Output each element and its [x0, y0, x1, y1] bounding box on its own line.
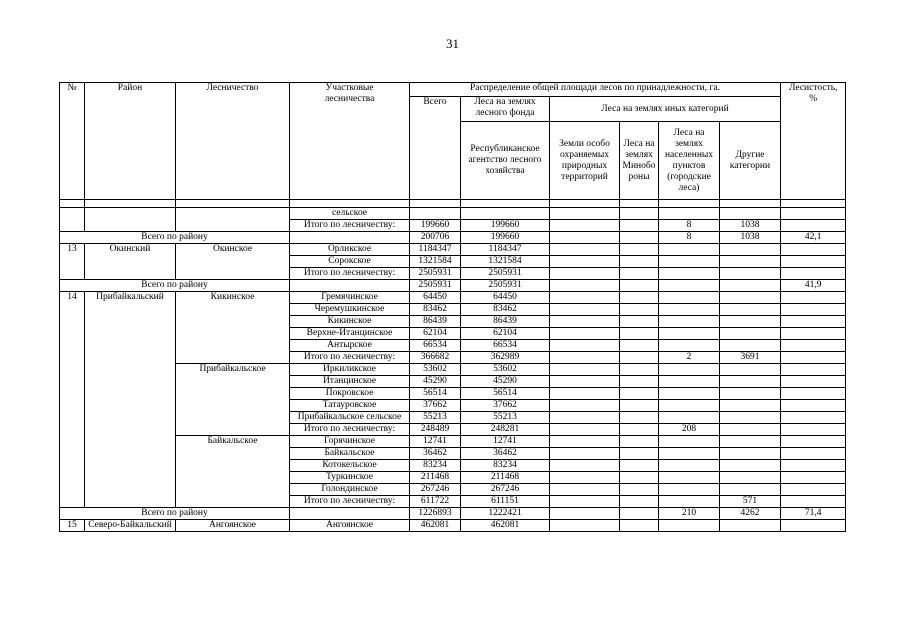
section-cell: сельское [290, 208, 410, 220]
forest-fund-cell: 362989 [461, 352, 550, 364]
section-cell: Прибайкальское сельское [290, 412, 410, 424]
section-cell: Покровское [290, 388, 410, 400]
row-number [60, 208, 85, 232]
protected-cell [550, 448, 620, 460]
protected-cell [550, 412, 620, 424]
total-cell: 199660 [410, 220, 461, 232]
forest-fund-cell: 1222421 [461, 508, 550, 520]
other-cell [720, 448, 781, 460]
protected-cell [550, 352, 620, 364]
total-cell: 83234 [410, 460, 461, 472]
forest-fund-cell: 199660 [461, 232, 550, 244]
protected-cell [550, 244, 620, 256]
settlements-cell [659, 496, 720, 508]
protected-cell [550, 208, 620, 220]
settlements-cell [659, 340, 720, 352]
defense-cell [620, 424, 659, 436]
district-total-label: Всего по району [60, 508, 290, 520]
forest-cover-cell [781, 520, 846, 532]
total-cell: 2505931 [410, 280, 461, 292]
total-cell: 45290 [410, 376, 461, 388]
section-cell: Кикинское [290, 316, 410, 328]
forest-fund-cell: 56514 [461, 388, 550, 400]
district-cell: Прибайкальский [85, 292, 176, 508]
other-cell: 1038 [720, 220, 781, 232]
col-district: Район [85, 83, 176, 200]
other-cell [720, 424, 781, 436]
table-row [60, 208, 846, 220]
other-cell [720, 484, 781, 496]
forest-distribution-table [59, 82, 846, 532]
col-forest-fund: Леса на землях лесного фонда [461, 97, 550, 122]
section-cell: Туркинское [290, 472, 410, 484]
defense-cell [620, 304, 659, 316]
table-row [60, 508, 846, 520]
settlements-cell [659, 256, 720, 268]
section-cell: Байкальское [290, 448, 410, 460]
district-cell [85, 208, 176, 232]
other-cell [720, 316, 781, 328]
section-cell: Голондинское [290, 484, 410, 496]
defense-cell [620, 376, 659, 388]
settlements-cell [659, 364, 720, 376]
defense-cell [620, 352, 659, 364]
forest-cover-cell [781, 376, 846, 388]
forest-cover-cell [781, 364, 846, 376]
forest-fund-cell: 2505931 [461, 268, 550, 280]
total-cell: 56514 [410, 388, 461, 400]
forest-fund-cell [461, 208, 550, 220]
other-cell: 571 [720, 496, 781, 508]
forest-cover-cell [781, 400, 846, 412]
forest-cover-cell [781, 208, 846, 220]
forest-cover-cell [781, 436, 846, 448]
defense-cell [620, 220, 659, 232]
section-cell [290, 508, 410, 520]
total-cell: 64450 [410, 292, 461, 304]
forest-fund-cell: 199660 [461, 220, 550, 232]
forest-cover-cell [781, 424, 846, 436]
section-cell: Верхне-Итанцинское [290, 328, 410, 340]
other-cell [720, 304, 781, 316]
defense-cell [620, 412, 659, 424]
forest-cover-cell [781, 292, 846, 304]
settlements-cell [659, 328, 720, 340]
col-settlements: Леса на землях населенных пунктов (городские леса) [659, 122, 720, 200]
defense-cell [620, 256, 659, 268]
total-cell: 12741 [410, 436, 461, 448]
protected-cell [550, 256, 620, 268]
district-cell: Окинский [85, 244, 176, 280]
settlements-cell [659, 376, 720, 388]
forest-cover-cell [781, 412, 846, 424]
protected-cell [550, 328, 620, 340]
forest-fund-cell: 45290 [461, 376, 550, 388]
protected-cell [550, 400, 620, 412]
other-cell [720, 520, 781, 532]
section-cell: Горячинское [290, 436, 410, 448]
forest-cover-cell [781, 340, 846, 352]
protected-cell [550, 268, 620, 280]
protected-cell [550, 232, 620, 244]
col-other-lands: Леса на землях иных категорий [550, 97, 781, 122]
total-cell: 86439 [410, 316, 461, 328]
page-number: 31 [446, 36, 459, 51]
other-cell [720, 436, 781, 448]
defense-cell [620, 508, 659, 520]
other-cell [720, 244, 781, 256]
defense-cell [620, 208, 659, 220]
forest-fund-cell: 86439 [461, 316, 550, 328]
forest-cover-cell [781, 244, 846, 256]
forestry-total-label: Итого по лесничеству: [290, 220, 410, 232]
section-cell: Черемушкинское [290, 304, 410, 316]
forest-fund-cell: 611151 [461, 496, 550, 508]
defense-cell [620, 280, 659, 292]
col-forest-cover: Лесистость, % [781, 83, 846, 200]
forest-fund-cell: 211468 [461, 472, 550, 484]
forest-fund-cell: 462081 [461, 520, 550, 532]
total-cell: 37662 [410, 400, 461, 412]
protected-cell [550, 508, 620, 520]
table-row [60, 520, 846, 532]
defense-cell [620, 364, 659, 376]
defense-cell [620, 388, 659, 400]
forest-fund-cell: 64450 [461, 292, 550, 304]
forest-fund-cell: 53602 [461, 364, 550, 376]
table-body [60, 208, 846, 532]
other-cell: 4262 [720, 508, 781, 520]
defense-cell [620, 484, 659, 496]
total-cell: 462081 [410, 520, 461, 532]
section-cell: Котокельское [290, 460, 410, 472]
settlements-cell [659, 448, 720, 460]
forestry-total-label: Итого по лесничеству: [290, 352, 410, 364]
total-cell: 248489 [410, 424, 461, 436]
forest-cover-cell [781, 328, 846, 340]
forest-cover-cell: 41,9 [781, 280, 846, 292]
forest-cover-cell [781, 304, 846, 316]
forest-cover-cell [781, 484, 846, 496]
forest-fund-cell: 248281 [461, 424, 550, 436]
row-number: 14 [60, 292, 85, 508]
forest-cover-cell [781, 220, 846, 232]
col-other: Другие категории [720, 122, 781, 200]
settlements-cell [659, 316, 720, 328]
defense-cell [620, 448, 659, 460]
forest-cover-cell: 42,1 [781, 232, 846, 244]
district-total-label: Всего по району [60, 232, 290, 244]
forest-cover-cell [781, 496, 846, 508]
other-cell [720, 388, 781, 400]
forestry-total-label: Итого по лесничеству: [290, 496, 410, 508]
forest-fund-cell: 36462 [461, 448, 550, 460]
forest-cover-cell [781, 388, 846, 400]
section-cell: Сорокское [290, 256, 410, 268]
district-cell: Северо-Байкальский [85, 520, 176, 532]
table-row [60, 280, 846, 292]
forest-fund-cell: 1184347 [461, 244, 550, 256]
settlements-cell: 8 [659, 232, 720, 244]
forest-cover-cell [781, 352, 846, 364]
table-row [60, 232, 846, 244]
forest-cover-cell: 71,4 [781, 508, 846, 520]
other-cell [720, 472, 781, 484]
col-republic-agency: Республиканское агентство лесного хозяйства [461, 122, 550, 200]
defense-cell [620, 520, 659, 532]
forestry-cell: Окинское [176, 244, 290, 280]
other-cell [720, 400, 781, 412]
protected-cell [550, 472, 620, 484]
total-cell [410, 208, 461, 220]
settlements-cell [659, 472, 720, 484]
protected-cell [550, 496, 620, 508]
defense-cell [620, 316, 659, 328]
protected-cell [550, 460, 620, 472]
settlements-cell [659, 292, 720, 304]
defense-cell [620, 340, 659, 352]
total-cell: 36462 [410, 448, 461, 460]
other-cell [720, 280, 781, 292]
forest-fund-cell: 1321584 [461, 256, 550, 268]
other-cell: 1038 [720, 232, 781, 244]
forest-cover-cell [781, 472, 846, 484]
total-cell: 1321584 [410, 256, 461, 268]
forestry-cell: Прибайкальское [176, 364, 290, 436]
defense-cell [620, 232, 659, 244]
forest-fund-cell: 2505931 [461, 280, 550, 292]
other-cell [720, 328, 781, 340]
col-section: Участковые лесничества [290, 83, 410, 200]
section-cell: Итанцинское [290, 376, 410, 388]
other-cell [720, 256, 781, 268]
defense-cell [620, 496, 659, 508]
forestry-total-label: Итого по лесничеству: [290, 424, 410, 436]
protected-cell [550, 304, 620, 316]
settlements-cell [659, 388, 720, 400]
total-cell: 267246 [410, 484, 461, 496]
total-cell: 211468 [410, 472, 461, 484]
section-cell: Орликское [290, 244, 410, 256]
other-cell [720, 340, 781, 352]
protected-cell [550, 364, 620, 376]
other-cell: 3691 [720, 352, 781, 364]
forestry-total-label: Итого по лесничеству: [290, 268, 410, 280]
forest-cover-cell [781, 316, 846, 328]
other-cell [720, 268, 781, 280]
settlements-cell [659, 268, 720, 280]
settlements-cell [659, 400, 720, 412]
settlements-cell [659, 244, 720, 256]
defense-cell [620, 328, 659, 340]
col-total: Всего [410, 97, 461, 200]
defense-cell [620, 292, 659, 304]
forest-cover-cell [781, 268, 846, 280]
section-cell: Антырское [290, 340, 410, 352]
total-cell: 53602 [410, 364, 461, 376]
total-cell: 2505931 [410, 268, 461, 280]
settlements-cell: 208 [659, 424, 720, 436]
table-row [60, 436, 846, 448]
forestry-cell: Кикинское [176, 292, 290, 364]
forest-cover-cell [781, 256, 846, 268]
settlements-cell [659, 304, 720, 316]
forest-fund-cell: 62104 [461, 328, 550, 340]
protected-cell [550, 484, 620, 496]
other-cell [720, 460, 781, 472]
settlements-cell: 210 [659, 508, 720, 520]
other-cell [720, 376, 781, 388]
forest-cover-cell [781, 460, 846, 472]
settlements-cell [659, 280, 720, 292]
settlements-cell [659, 412, 720, 424]
forest-fund-cell: 12741 [461, 436, 550, 448]
section-cell: Татауровское [290, 400, 410, 412]
settlements-cell: 2 [659, 352, 720, 364]
col-distribution: Распределение общей площади лесов по принадлежности, га. [410, 83, 781, 97]
defense-cell [620, 244, 659, 256]
col-defense: Леса на землях Минобо роны [620, 122, 659, 200]
row-number: 15 [60, 520, 85, 532]
protected-cell [550, 376, 620, 388]
table-row [60, 244, 846, 256]
defense-cell [620, 460, 659, 472]
protected-cell [550, 424, 620, 436]
total-cell: 55213 [410, 412, 461, 424]
defense-cell [620, 268, 659, 280]
forest-fund-cell: 83462 [461, 304, 550, 316]
defense-cell [620, 472, 659, 484]
other-cell [720, 292, 781, 304]
table-row [60, 292, 846, 304]
col-forestry: Лесничество [176, 83, 290, 200]
settlements-cell [659, 208, 720, 220]
total-cell: 83462 [410, 304, 461, 316]
defense-cell [620, 436, 659, 448]
defense-cell [620, 400, 659, 412]
settlements-cell: 8 [659, 220, 720, 232]
protected-cell [550, 292, 620, 304]
forestry-cell: Байкальское [176, 436, 290, 508]
other-cell [720, 208, 781, 220]
protected-cell [550, 316, 620, 328]
row-number: 13 [60, 244, 85, 280]
total-cell: 611722 [410, 496, 461, 508]
settlements-cell [659, 436, 720, 448]
col-protected: Земли особо охраняемых природных территорий [550, 122, 620, 200]
forestry-cell: Ангоянское [176, 520, 290, 532]
district-total-label: Всего по району [60, 280, 290, 292]
protected-cell [550, 280, 620, 292]
total-cell: 200706 [410, 232, 461, 244]
forestry-cell [176, 208, 290, 232]
total-cell: 66534 [410, 340, 461, 352]
total-cell: 1184347 [410, 244, 461, 256]
total-cell: 1226893 [410, 508, 461, 520]
section-cell: Ангоянское [290, 520, 410, 532]
section-cell: Гремячинское [290, 292, 410, 304]
settlements-cell [659, 484, 720, 496]
protected-cell [550, 340, 620, 352]
forest-fund-cell: 267246 [461, 484, 550, 496]
protected-cell [550, 220, 620, 232]
settlements-cell [659, 460, 720, 472]
total-cell: 366682 [410, 352, 461, 364]
other-cell [720, 412, 781, 424]
forest-fund-cell: 83234 [461, 460, 550, 472]
section-cell [290, 232, 410, 244]
protected-cell [550, 436, 620, 448]
table-row [60, 364, 846, 376]
protected-cell [550, 388, 620, 400]
other-cell [720, 364, 781, 376]
section-cell [290, 280, 410, 292]
col-no: № [60, 83, 85, 200]
table-header [60, 83, 846, 208]
forest-cover-cell [781, 448, 846, 460]
settlements-cell [659, 520, 720, 532]
section-cell: Иркиликское [290, 364, 410, 376]
forest-fund-cell: 55213 [461, 412, 550, 424]
forest-fund-cell: 66534 [461, 340, 550, 352]
total-cell: 62104 [410, 328, 461, 340]
forest-fund-cell: 37662 [461, 400, 550, 412]
protected-cell [550, 520, 620, 532]
